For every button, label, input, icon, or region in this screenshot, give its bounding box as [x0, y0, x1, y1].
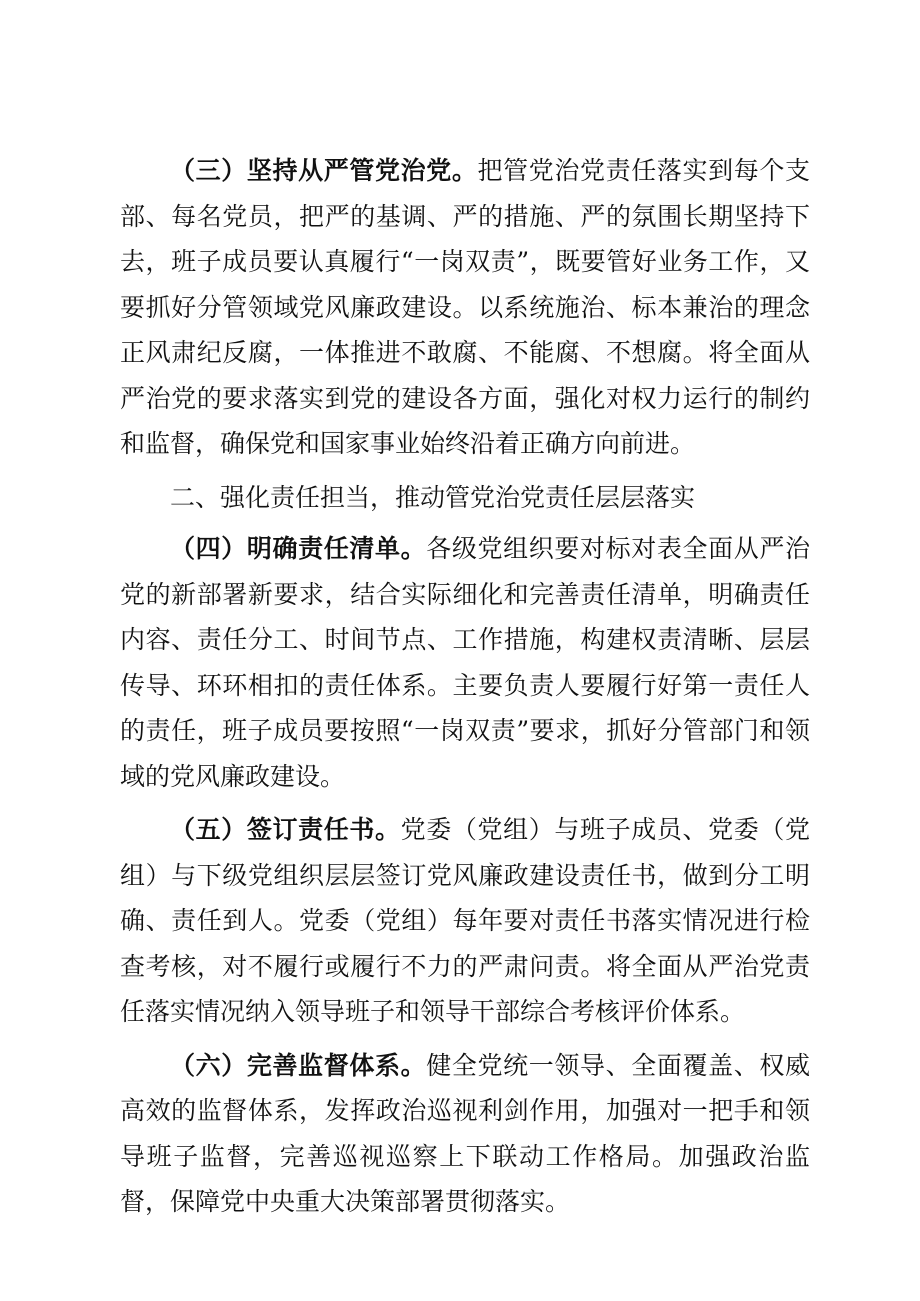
paragraph-3-body: 把管党治党责任落实到每个支部、每名党员，把严的基调、严的措施、严的氛围长期坚持下去，班子成员要认真履行“一岗双责”，既要管好业务工作，又要抓好分管领域党风廉政建设。以系统施治、标本兼治的理念正风肃纪反腐，一体推进不敢腐、不能腐、不想腐。将全面从严治党的要求落实到党的建设各方面，强化对权力运行的制约和监督，确保党和国家事业始终沿着正确方向前进。 [120, 156, 810, 458]
paragraph-5-body: 党委（党组）与班子成员、党委（党组）与下级党组织层层签订党风廉政建设责任书，做到分工明确、责任到人。党委（党组）每年要对责任书落实情况进行检查考核，对不履行或履行不力的严肃问责。将全面从严治党责任落实情况纳入领导班子和领导干部综合考核评价体系。 [120, 815, 810, 1026]
paragraph-4-body: 各级党组织要对标对表全面从严治党的新部署新要求，结合实际细化和完善责任清单，明确责任内容、责任分工、时间节点、工作措施，构建权责清晰、层层传导、环环相扣的责任体系。主要负责人要履行好第一责任人的责任，班子成员要按照“一岗双责”要求，抓好分管部门和领域的党风廉政建设。 [120, 534, 810, 791]
paragraph-5-lead: （五）签订责任书。 [170, 815, 401, 844]
document-page [120, 148, 810, 1225]
section-heading: 二、强化责任担当，推动管党治党责任层层落实 [170, 482, 696, 512]
paragraph-4-lead: （四）明确责任清单。 [170, 534, 427, 563]
paragraph-6-lead: （六）完善监督体系。 [170, 1050, 427, 1080]
paragraph-3-lead: （三）坚持从严管党治党。 [170, 156, 478, 185]
spacer [120, 799, 810, 807]
paragraph-3 [120, 148, 810, 467]
paragraph-4 [120, 526, 810, 799]
paragraph-6-body: 健全党统一领导、全面覆盖、权威高效的监督体系，发挥政治巡视利剑作用，加强对一把手和领导班子监督，完善巡视巡察上下联动工作格局。加强政治监督，保障党中央重大决策部署贯彻落实。 [120, 1050, 810, 1216]
paragraph-5 [120, 807, 810, 1035]
paragraph-6 [120, 1043, 810, 1225]
spacer [120, 1035, 810, 1043]
